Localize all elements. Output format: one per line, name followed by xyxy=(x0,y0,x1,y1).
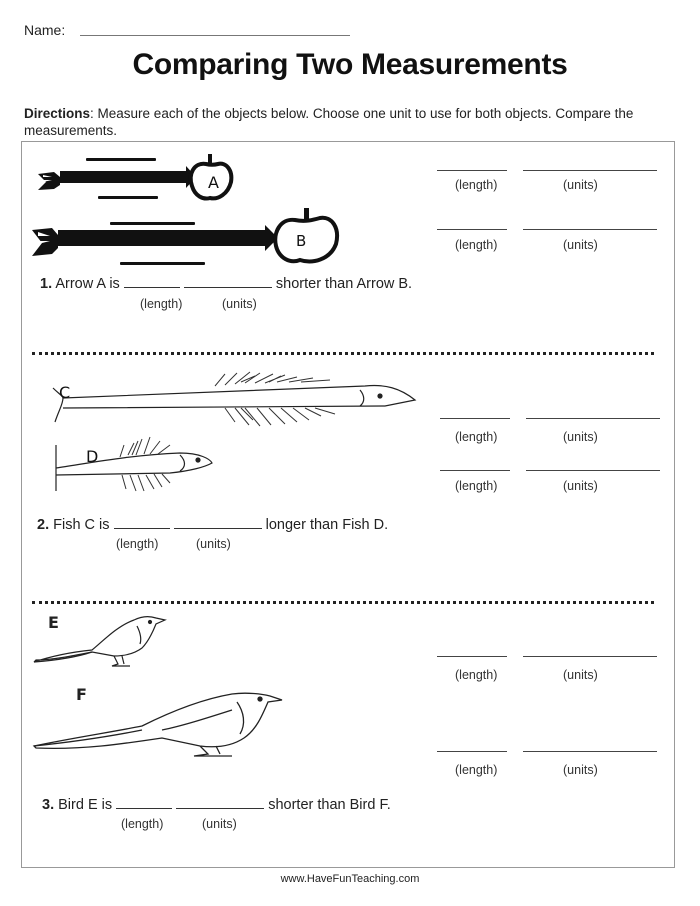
length-label: (length) xyxy=(121,817,164,831)
question-end: shorter than Arrow B. xyxy=(275,276,413,292)
length-label: (length) xyxy=(455,763,498,777)
question-end: longer than Fish D. xyxy=(265,517,389,533)
question-number: 1. xyxy=(40,276,53,292)
directions-label: Directions xyxy=(24,106,91,121)
fish-d-image xyxy=(50,435,220,495)
length-label: (length) xyxy=(455,178,498,192)
bird-e-length-blank[interactable] xyxy=(437,656,507,657)
units-label: (units) xyxy=(563,668,598,682)
units-label: (units) xyxy=(202,817,237,831)
length-label: (length) xyxy=(455,238,498,252)
q1-units-blank[interactable] xyxy=(184,275,272,288)
page-title: Comparing Two Measurements xyxy=(132,48,568,81)
units-label: (units) xyxy=(563,430,598,444)
directions-text: : Measure each of the objects below. Choose one unit to use for both objects. Compare the measurements. xyxy=(24,106,634,138)
arrow-b-image xyxy=(30,208,350,268)
arrow-b-units-blank[interactable] xyxy=(523,229,657,230)
bird-f-letter: F xyxy=(76,685,87,704)
question-1 xyxy=(40,275,412,292)
question-number: 2. xyxy=(37,517,50,533)
question-start: Bird E is xyxy=(58,797,113,813)
bird-e-image xyxy=(32,612,172,672)
fish-d-letter: D xyxy=(86,447,99,466)
q1-length-blank[interactable] xyxy=(124,275,180,288)
arrow-a-units-blank[interactable] xyxy=(523,170,657,171)
q2-units-blank[interactable] xyxy=(174,516,262,529)
length-label: (length) xyxy=(140,297,183,311)
question-start: Fish C is xyxy=(53,517,110,533)
question-number: 3. xyxy=(42,797,55,813)
question-start: Arrow A is xyxy=(55,276,120,292)
section-divider xyxy=(32,601,654,604)
length-label: (length) xyxy=(455,479,498,493)
directions xyxy=(24,105,664,139)
bird-f-image xyxy=(32,690,292,762)
section-divider xyxy=(32,352,654,355)
length-label: (length) xyxy=(116,537,159,551)
arrow-a-image xyxy=(36,152,236,207)
fish-d-units-blank[interactable] xyxy=(526,470,660,471)
q3-units-blank[interactable] xyxy=(176,796,264,809)
question-end: shorter than Bird F. xyxy=(268,797,391,813)
units-label: (units) xyxy=(196,537,231,551)
bird-f-length-blank[interactable] xyxy=(437,751,507,752)
fish-d-length-blank[interactable] xyxy=(440,470,510,471)
bird-e-letter: E xyxy=(48,613,59,632)
units-label: (units) xyxy=(563,178,598,192)
q2-length-blank[interactable] xyxy=(114,516,170,529)
question-3 xyxy=(42,796,391,813)
arrow-a-length-blank[interactable] xyxy=(437,170,507,171)
bird-f-units-blank[interactable] xyxy=(523,751,657,752)
q3-length-blank[interactable] xyxy=(116,796,172,809)
fish-c-image xyxy=(45,370,425,430)
fish-c-units-blank[interactable] xyxy=(526,418,660,419)
units-label: (units) xyxy=(563,238,598,252)
arrow-b-length-blank[interactable] xyxy=(437,229,507,230)
arrow-b-letter: B xyxy=(296,232,307,250)
question-2 xyxy=(37,516,388,533)
name-label: Name: xyxy=(24,22,66,38)
length-label: (length) xyxy=(455,668,498,682)
bird-e-units-blank[interactable] xyxy=(523,656,657,657)
length-label: (length) xyxy=(455,430,498,444)
fish-c-length-blank[interactable] xyxy=(440,418,510,419)
units-label: (units) xyxy=(222,297,257,311)
name-field[interactable] xyxy=(80,35,350,36)
footer-url[interactable]: www.HaveFunTeaching.com xyxy=(280,873,420,885)
fish-c-letter: C xyxy=(59,383,71,402)
arrow-a-letter: A xyxy=(208,173,219,192)
units-label: (units) xyxy=(563,479,598,493)
units-label: (units) xyxy=(563,763,598,777)
